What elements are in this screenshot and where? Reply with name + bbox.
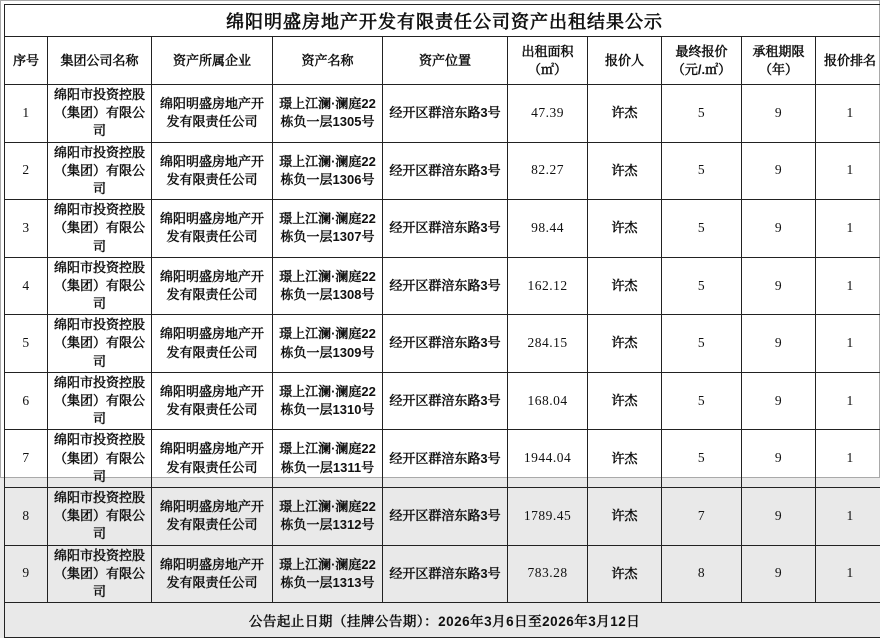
col-header-bid-rank xyxy=(816,37,880,85)
table-row xyxy=(5,430,880,488)
cell-final-price: 7 xyxy=(662,487,742,545)
cell-final-price: 5 xyxy=(662,142,742,200)
cell-asset-enterprise: 绵阳明盛房地产开发有限责任公司 xyxy=(152,545,273,603)
footer-row xyxy=(5,603,880,638)
cell-final-price: 5 xyxy=(662,372,742,430)
cell-lease-term: 9 xyxy=(742,487,816,545)
title-row xyxy=(5,5,880,37)
rental-results-table xyxy=(4,4,880,638)
cell-lease-term: 9 xyxy=(742,430,816,488)
cell-seq: 8 xyxy=(5,487,48,545)
cell-seq: 9 xyxy=(5,545,48,603)
cell-asset-location: 经开区群涪东路3号 xyxy=(383,487,508,545)
cell-bidder: 许杰 xyxy=(588,545,662,603)
cell-group-company: 绵阳市投资控股（集团）有限公司 xyxy=(48,142,152,200)
cell-group-company: 绵阳市投资控股（集团）有限公司 xyxy=(48,545,152,603)
cell-asset-name: 璟上江澜·澜庭22栋负一层1312号 xyxy=(273,487,383,545)
table-row xyxy=(5,487,880,545)
cell-bidder: 许杰 xyxy=(588,257,662,315)
cell-rental-area: 162.12 xyxy=(508,257,588,315)
table-row xyxy=(5,257,880,315)
col-header-final-price xyxy=(662,37,742,85)
col-header-asset-enterprise xyxy=(152,37,273,85)
cell-asset-enterprise: 绵阳明盛房地产开发有限责任公司 xyxy=(152,257,273,315)
table-row xyxy=(5,142,880,200)
cell-bid-rank: 1 xyxy=(816,372,880,430)
cell-final-price: 5 xyxy=(662,200,742,258)
cell-lease-term: 9 xyxy=(742,372,816,430)
cell-asset-name: 璟上江澜·澜庭22栋负一层1309号 xyxy=(273,315,383,373)
cell-seq: 7 xyxy=(5,430,48,488)
page-title: 绵阳明盛房地产开发有限责任公司资产出租结果公示 xyxy=(5,5,880,37)
cell-seq: 1 xyxy=(5,85,48,143)
table-row xyxy=(5,315,880,373)
col-header-final-price-label: 最终报价 xyxy=(675,44,727,59)
cell-group-company: 绵阳市投资控股（集团）有限公司 xyxy=(48,430,152,488)
cell-rental-area: 168.04 xyxy=(508,372,588,430)
cell-rental-area: 783.28 xyxy=(508,545,588,603)
cell-asset-name: 璟上江澜·澜庭22栋负一层1313号 xyxy=(273,545,383,603)
cell-final-price: 5 xyxy=(662,430,742,488)
cell-rental-area: 47.39 xyxy=(508,85,588,143)
cell-bidder: 许杰 xyxy=(588,372,662,430)
cell-bidder: 许杰 xyxy=(588,430,662,488)
col-header-group-company xyxy=(48,37,152,85)
col-header-rental-area-unit: （㎡） xyxy=(510,61,585,79)
col-header-seq xyxy=(5,37,48,85)
table-row xyxy=(5,85,880,143)
table-row xyxy=(5,372,880,430)
cell-asset-location: 经开区群涪东路3号 xyxy=(383,257,508,315)
cell-bid-rank: 1 xyxy=(816,315,880,373)
cell-rental-area: 82.27 xyxy=(508,142,588,200)
col-header-lease-term xyxy=(742,37,816,85)
cell-asset-location: 经开区群涪东路3号 xyxy=(383,372,508,430)
cell-group-company: 绵阳市投资控股（集团）有限公司 xyxy=(48,257,152,315)
cell-group-company: 绵阳市投资控股（集团）有限公司 xyxy=(48,372,152,430)
cell-bidder: 许杰 xyxy=(588,85,662,143)
cell-final-price: 8 xyxy=(662,545,742,603)
cell-final-price: 5 xyxy=(662,85,742,143)
cell-bid-rank: 1 xyxy=(816,257,880,315)
table-row xyxy=(5,200,880,258)
cell-seq: 3 xyxy=(5,200,48,258)
col-header-bid-rank-label: 报价排名 xyxy=(824,53,876,68)
cell-asset-enterprise: 绵阳明盛房地产开发有限责任公司 xyxy=(152,487,273,545)
col-header-lease-term-unit: （年） xyxy=(744,61,813,79)
cell-seq: 2 xyxy=(5,142,48,200)
col-header-asset-location xyxy=(383,37,508,85)
cell-asset-name: 璟上江澜·澜庭22栋负一层1306号 xyxy=(273,142,383,200)
cell-seq: 6 xyxy=(5,372,48,430)
cell-asset-location: 经开区群涪东路3号 xyxy=(383,430,508,488)
cell-asset-name: 璟上江澜·澜庭22栋负一层1311号 xyxy=(273,430,383,488)
cell-seq: 5 xyxy=(5,315,48,373)
cell-asset-enterprise: 绵阳明盛房地产开发有限责任公司 xyxy=(152,372,273,430)
cell-asset-location: 经开区群涪东路3号 xyxy=(383,315,508,373)
cell-asset-location: 经开区群涪东路3号 xyxy=(383,85,508,143)
cell-asset-name: 璟上江澜·澜庭22栋负一层1305号 xyxy=(273,85,383,143)
cell-asset-enterprise: 绵阳明盛房地产开发有限责任公司 xyxy=(152,85,273,143)
table-row xyxy=(5,545,880,603)
cell-bid-rank: 1 xyxy=(816,200,880,258)
cell-asset-enterprise: 绵阳明盛房地产开发有限责任公司 xyxy=(152,200,273,258)
cell-rental-area: 1789.45 xyxy=(508,487,588,545)
cell-bidder: 许杰 xyxy=(588,200,662,258)
cell-asset-enterprise: 绵阳明盛房地产开发有限责任公司 xyxy=(152,142,273,200)
cell-lease-term: 9 xyxy=(742,257,816,315)
table-body xyxy=(5,85,880,603)
cell-asset-location: 经开区群涪东路3号 xyxy=(383,200,508,258)
cell-asset-name: 璟上江澜·澜庭22栋负一层1308号 xyxy=(273,257,383,315)
cell-bidder: 许杰 xyxy=(588,315,662,373)
cell-final-price: 5 xyxy=(662,257,742,315)
col-header-rental-area xyxy=(508,37,588,85)
cell-rental-area: 284.15 xyxy=(508,315,588,373)
cell-asset-enterprise: 绵阳明盛房地产开发有限责任公司 xyxy=(152,315,273,373)
cell-bid-rank: 1 xyxy=(816,430,880,488)
cell-bidder: 许杰 xyxy=(588,487,662,545)
col-header-asset-name xyxy=(273,37,383,85)
cell-bid-rank: 1 xyxy=(816,142,880,200)
col-header-rental-area-label: 出租面积 xyxy=(521,44,573,59)
cell-lease-term: 9 xyxy=(742,545,816,603)
col-header-asset-location-label: 资产位置 xyxy=(419,53,471,68)
cell-lease-term: 9 xyxy=(742,200,816,258)
cell-rental-area: 1944.04 xyxy=(508,430,588,488)
cell-asset-location: 经开区群涪东路3号 xyxy=(383,545,508,603)
cell-bidder: 许杰 xyxy=(588,142,662,200)
announcement-period: 公告起止日期（挂牌公告期）：2026年3月6日至2026年3月12日 xyxy=(5,603,880,638)
cell-rental-area: 98.44 xyxy=(508,200,588,258)
col-header-final-price-unit: （元/.㎡） xyxy=(664,61,739,79)
col-header-asset-enterprise-label: 资产所属企业 xyxy=(173,53,251,68)
cell-asset-name: 璟上江澜·澜庭22栋负一层1310号 xyxy=(273,372,383,430)
cell-lease-term: 9 xyxy=(742,142,816,200)
cell-bid-rank: 1 xyxy=(816,545,880,603)
col-header-bidder xyxy=(588,37,662,85)
cell-group-company: 绵阳市投资控股（集团）有限公司 xyxy=(48,315,152,373)
col-header-lease-term-label: 承租期限 xyxy=(752,44,804,59)
cell-bid-rank: 1 xyxy=(816,85,880,143)
cell-lease-term: 9 xyxy=(742,85,816,143)
cell-bid-rank: 1 xyxy=(816,487,880,545)
col-header-bidder-label: 报价人 xyxy=(605,53,644,68)
col-header-group-company-label: 集团公司名称 xyxy=(60,53,138,68)
cell-asset-name: 璟上江澜·澜庭22栋负一层1307号 xyxy=(273,200,383,258)
cell-lease-term: 9 xyxy=(742,315,816,373)
cell-asset-enterprise: 绵阳明盛房地产开发有限责任公司 xyxy=(152,430,273,488)
cell-asset-location: 经开区群涪东路3号 xyxy=(383,142,508,200)
cell-seq: 4 xyxy=(5,257,48,315)
cell-group-company: 绵阳市投资控股（集团）有限公司 xyxy=(48,200,152,258)
col-header-asset-name-label: 资产名称 xyxy=(301,53,353,68)
table-header-row xyxy=(5,37,880,85)
col-header-seq-label: 序号 xyxy=(13,53,39,68)
cell-final-price: 5 xyxy=(662,315,742,373)
cell-group-company: 绵阳市投资控股（集团）有限公司 xyxy=(48,487,152,545)
cell-group-company: 绵阳市投资控股（集团）有限公司 xyxy=(48,85,152,143)
